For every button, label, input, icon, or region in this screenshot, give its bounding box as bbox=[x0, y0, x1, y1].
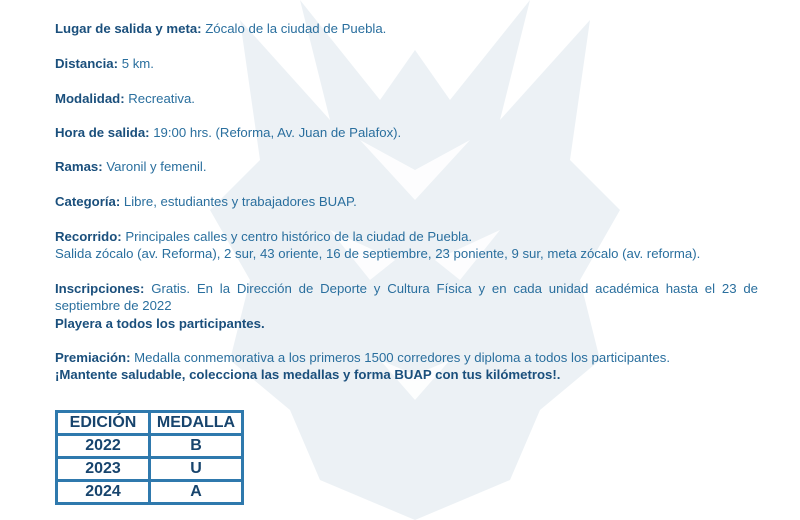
detail-label: Modalidad: bbox=[55, 91, 125, 106]
detail-ramas bbox=[55, 158, 207, 175]
table-cell: B bbox=[150, 435, 243, 458]
detail-recorrido bbox=[55, 228, 472, 245]
detail-value: 5 km. bbox=[118, 56, 154, 71]
detail-value: 19:00 hrs. (Reforma, Av. Juan de Palafox). bbox=[149, 125, 402, 140]
table-cell: 2024 bbox=[57, 481, 150, 504]
detail-premiacion bbox=[55, 349, 670, 366]
detail-label: Categoría: bbox=[55, 194, 121, 209]
detail-value: Libre, estudiantes y trabajadores BUAP. bbox=[120, 194, 357, 209]
detail-label: Hora de salida: bbox=[55, 125, 150, 140]
detail-modalidad bbox=[55, 90, 195, 107]
detail-categoria bbox=[55, 193, 357, 210]
inscripciones-note: Playera a todos los participantes. bbox=[55, 316, 265, 331]
detail-value: Varonil y femenil. bbox=[102, 159, 207, 174]
table-cell: U bbox=[150, 458, 243, 481]
detail-label: Distancia: bbox=[55, 56, 119, 71]
column-header: EDICIÓN bbox=[57, 412, 150, 435]
detail-label: Lugar de salida y meta: bbox=[55, 21, 202, 36]
detail-value: Medalla conmemorativa a los primeros 1500 corredores y diploma a todos los participantes. bbox=[130, 350, 670, 365]
detail-label: Recorrido: bbox=[55, 229, 122, 244]
detail-value: Zócalo de la ciudad de Puebla. bbox=[201, 21, 387, 36]
detail-value: Gratis. En la Dirección de Deporte y Cultura Física y en cada unidad académica hasta el 23 de septiembre de 2022 bbox=[55, 281, 758, 313]
detail-label: Inscripciones: bbox=[55, 281, 145, 296]
detail-lugar bbox=[55, 20, 386, 37]
table-cell: A bbox=[150, 481, 243, 504]
table-cell: 2022 bbox=[57, 435, 150, 458]
table-row bbox=[57, 458, 243, 481]
detail-distancia bbox=[55, 55, 154, 72]
table-cell: 2023 bbox=[57, 458, 150, 481]
slogan: ¡Mantente saludable, colecciona las medallas y forma BUAP con tus kilómetros!. bbox=[55, 367, 561, 382]
detail-hora bbox=[55, 124, 401, 141]
recorrido-route: Salida zócalo (av. Reforma), 2 sur, 43 oriente, 16 de septiembre, 23 poniente, 9 sur, meta zócalo (av. reforma). bbox=[55, 246, 701, 261]
column-header: MEDALLA bbox=[150, 412, 243, 435]
table-row bbox=[57, 435, 243, 458]
detail-value: Principales calles y centro histórico de la ciudad de Puebla. bbox=[121, 229, 473, 244]
detail-label: Premiación: bbox=[55, 350, 131, 365]
detail-label: Ramas: bbox=[55, 159, 103, 174]
detail-value: Recreativa. bbox=[124, 91, 195, 106]
medals-table bbox=[55, 410, 244, 505]
table-row bbox=[57, 481, 243, 504]
table-header-row bbox=[57, 412, 243, 435]
detail-inscripciones bbox=[55, 280, 758, 314]
